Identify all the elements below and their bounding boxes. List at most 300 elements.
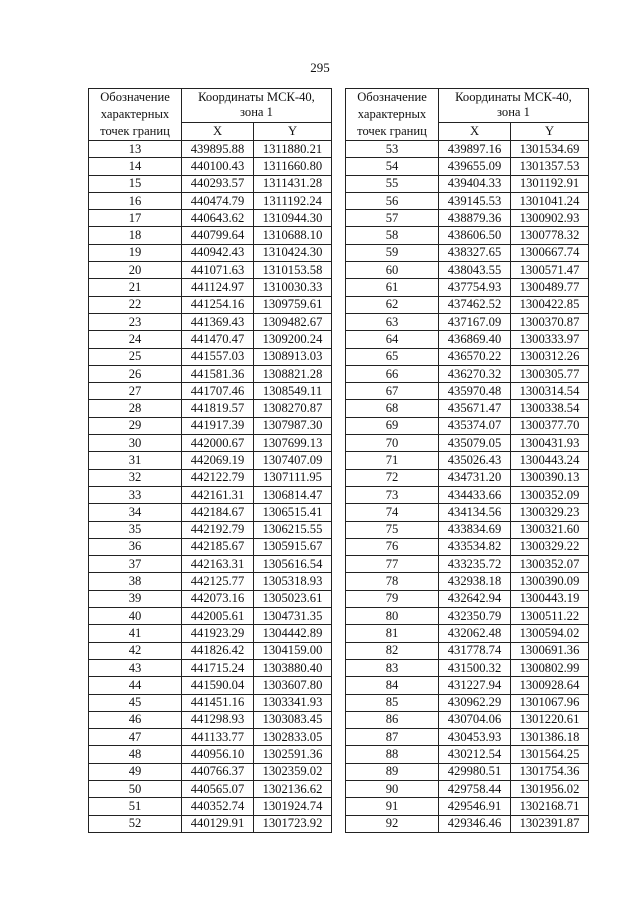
table-row xyxy=(346,331,589,348)
y-coordinate-cell: 1303880.40 xyxy=(254,659,332,676)
x-coordinate-cell: 441917.39 xyxy=(182,417,254,434)
table-row xyxy=(89,763,332,780)
table-row xyxy=(346,435,589,452)
x-coordinate-cell: 441071.63 xyxy=(182,262,254,279)
x-coordinate-cell: 430212.54 xyxy=(439,746,511,763)
x-coordinate-cell: 440643.62 xyxy=(182,210,254,227)
table-row xyxy=(346,486,589,503)
table-row xyxy=(89,798,332,815)
point-id-cell: 61 xyxy=(346,279,439,296)
y-coordinate-cell: 1300431.93 xyxy=(511,435,589,452)
x-coordinate-cell: 440799.64 xyxy=(182,227,254,244)
y-coordinate-cell: 1302591.36 xyxy=(254,746,332,763)
x-coordinate-cell: 441715.24 xyxy=(182,659,254,676)
point-id-cell: 27 xyxy=(89,383,182,400)
point-id-cell: 82 xyxy=(346,642,439,659)
x-coordinate-cell: 441557.03 xyxy=(182,348,254,365)
point-id-cell: 50 xyxy=(89,780,182,797)
table-row xyxy=(89,642,332,659)
y-coordinate-cell: 1300314.54 xyxy=(511,383,589,400)
x-coordinate-cell: 435970.48 xyxy=(439,383,511,400)
point-id-cell: 42 xyxy=(89,642,182,659)
header-x: X xyxy=(439,122,511,140)
x-coordinate-cell: 441254.16 xyxy=(182,296,254,313)
point-id-cell: 43 xyxy=(89,659,182,676)
y-coordinate-cell: 1300443.19 xyxy=(511,590,589,607)
header-point-designation xyxy=(346,89,439,141)
y-coordinate-cell: 1308549.11 xyxy=(254,383,332,400)
y-coordinate-cell: 1300902.93 xyxy=(511,210,589,227)
y-coordinate-cell: 1307699.13 xyxy=(254,435,332,452)
point-id-cell: 30 xyxy=(89,435,182,452)
x-coordinate-cell: 432938.18 xyxy=(439,573,511,590)
point-id-cell: 14 xyxy=(89,158,182,175)
table-body-left xyxy=(89,141,332,833)
y-coordinate-cell: 1307987.30 xyxy=(254,417,332,434)
y-coordinate-cell: 1302833.05 xyxy=(254,729,332,746)
table-row xyxy=(346,279,589,296)
x-coordinate-cell: 438043.55 xyxy=(439,262,511,279)
table-row xyxy=(89,590,332,607)
x-coordinate-cell: 435374.07 xyxy=(439,417,511,434)
point-id-cell: 65 xyxy=(346,348,439,365)
y-coordinate-cell: 1300778.32 xyxy=(511,227,589,244)
table-row xyxy=(346,141,589,158)
y-coordinate-cell: 1308270.87 xyxy=(254,400,332,417)
y-coordinate-cell: 1310944.30 xyxy=(254,210,332,227)
point-id-cell: 19 xyxy=(89,244,182,261)
table-row xyxy=(346,175,589,192)
x-coordinate-cell: 441451.16 xyxy=(182,694,254,711)
point-id-cell: 89 xyxy=(346,763,439,780)
table-row xyxy=(89,694,332,711)
y-coordinate-cell: 1301723.92 xyxy=(254,815,332,832)
table-row xyxy=(89,469,332,486)
point-id-cell: 35 xyxy=(89,521,182,538)
y-coordinate-cell: 1308821.28 xyxy=(254,365,332,382)
x-coordinate-cell: 442122.79 xyxy=(182,469,254,486)
y-coordinate-cell: 1304159.00 xyxy=(254,642,332,659)
y-coordinate-cell: 1307111.95 xyxy=(254,469,332,486)
coordinates-table-left xyxy=(88,88,332,833)
table-row xyxy=(346,296,589,313)
point-id-cell: 15 xyxy=(89,175,182,192)
x-coordinate-cell: 436869.40 xyxy=(439,331,511,348)
table-row xyxy=(346,469,589,486)
table-row xyxy=(346,556,589,573)
y-coordinate-cell: 1303341.93 xyxy=(254,694,332,711)
point-id-cell: 33 xyxy=(89,486,182,503)
table-body-right xyxy=(346,141,589,833)
point-id-cell: 40 xyxy=(89,608,182,625)
y-coordinate-cell: 1309200.24 xyxy=(254,331,332,348)
point-id-cell: 60 xyxy=(346,262,439,279)
y-coordinate-cell: 1300594.02 xyxy=(511,625,589,642)
y-coordinate-cell: 1300377.70 xyxy=(511,417,589,434)
table-row xyxy=(89,400,332,417)
point-id-cell: 73 xyxy=(346,486,439,503)
point-id-cell: 39 xyxy=(89,590,182,607)
table-row xyxy=(346,590,589,607)
x-coordinate-cell: 442073.16 xyxy=(182,590,254,607)
point-id-cell: 56 xyxy=(346,192,439,209)
point-id-cell: 67 xyxy=(346,383,439,400)
y-coordinate-cell: 1302136.62 xyxy=(254,780,332,797)
x-coordinate-cell: 433534.82 xyxy=(439,538,511,555)
point-id-cell: 72 xyxy=(346,469,439,486)
y-coordinate-cell: 1300489.77 xyxy=(511,279,589,296)
header-point-designation xyxy=(89,89,182,141)
point-id-cell: 87 xyxy=(346,729,439,746)
point-id-cell: 62 xyxy=(346,296,439,313)
table-row xyxy=(89,417,332,434)
table-row xyxy=(89,365,332,382)
table-row xyxy=(346,642,589,659)
y-coordinate-cell: 1305023.61 xyxy=(254,590,332,607)
y-coordinate-cell: 1310688.10 xyxy=(254,227,332,244)
table-row xyxy=(346,313,589,330)
y-coordinate-cell: 1301041.24 xyxy=(511,192,589,209)
x-coordinate-cell: 432062.48 xyxy=(439,625,511,642)
y-coordinate-cell: 1300329.22 xyxy=(511,538,589,555)
table-row xyxy=(346,192,589,209)
x-coordinate-cell: 429346.46 xyxy=(439,815,511,832)
table-row xyxy=(89,521,332,538)
header-coordinates xyxy=(182,89,332,123)
y-coordinate-cell: 1300390.09 xyxy=(511,573,589,590)
table-row xyxy=(346,227,589,244)
y-coordinate-cell: 1304442.89 xyxy=(254,625,332,642)
table-row xyxy=(89,556,332,573)
x-coordinate-cell: 441826.42 xyxy=(182,642,254,659)
x-coordinate-cell: 441707.46 xyxy=(182,383,254,400)
x-coordinate-cell: 439655.09 xyxy=(439,158,511,175)
x-coordinate-cell: 441298.93 xyxy=(182,711,254,728)
x-coordinate-cell: 433834.69 xyxy=(439,521,511,538)
y-coordinate-cell: 1302359.02 xyxy=(254,763,332,780)
x-coordinate-cell: 440293.57 xyxy=(182,175,254,192)
point-id-cell: 59 xyxy=(346,244,439,261)
y-coordinate-cell: 1300691.36 xyxy=(511,642,589,659)
point-id-cell: 78 xyxy=(346,573,439,590)
y-coordinate-cell: 1301924.74 xyxy=(254,798,332,815)
x-coordinate-cell: 438606.50 xyxy=(439,227,511,244)
y-coordinate-cell: 1302168.71 xyxy=(511,798,589,815)
table-row xyxy=(89,244,332,261)
point-id-cell: 22 xyxy=(89,296,182,313)
point-id-cell: 81 xyxy=(346,625,439,642)
x-coordinate-cell: 437754.93 xyxy=(439,279,511,296)
header-coord-line: Координаты МСК-40, xyxy=(198,90,315,105)
table-row xyxy=(346,538,589,555)
header-id-line: Обозначение xyxy=(100,90,170,104)
header-id-line: точек границ xyxy=(100,124,170,138)
point-id-cell: 44 xyxy=(89,677,182,694)
x-coordinate-cell: 442184.67 xyxy=(182,504,254,521)
y-coordinate-cell: 1300571.47 xyxy=(511,262,589,279)
y-coordinate-cell: 1300305.77 xyxy=(511,365,589,382)
y-coordinate-cell: 1300333.97 xyxy=(511,331,589,348)
point-id-cell: 32 xyxy=(89,469,182,486)
y-coordinate-cell: 1300511.22 xyxy=(511,608,589,625)
x-coordinate-cell: 442125.77 xyxy=(182,573,254,590)
x-coordinate-cell: 441581.36 xyxy=(182,365,254,382)
x-coordinate-cell: 429980.51 xyxy=(439,763,511,780)
point-id-cell: 54 xyxy=(346,158,439,175)
x-coordinate-cell: 441133.77 xyxy=(182,729,254,746)
x-coordinate-cell: 438327.65 xyxy=(439,244,511,261)
point-id-cell: 76 xyxy=(346,538,439,555)
header-coord-line: Координаты МСК-40, xyxy=(455,90,572,105)
table-row xyxy=(89,262,332,279)
table-row xyxy=(346,158,589,175)
y-coordinate-cell: 1300928.64 xyxy=(511,677,589,694)
table-row xyxy=(89,175,332,192)
x-coordinate-cell: 442005.61 xyxy=(182,608,254,625)
point-id-cell: 34 xyxy=(89,504,182,521)
table-row xyxy=(346,244,589,261)
point-id-cell: 29 xyxy=(89,417,182,434)
table-row xyxy=(346,625,589,642)
x-coordinate-cell: 432642.94 xyxy=(439,590,511,607)
point-id-cell: 13 xyxy=(89,141,182,158)
x-coordinate-cell: 442163.31 xyxy=(182,556,254,573)
table-row xyxy=(89,659,332,676)
x-coordinate-cell: 440766.37 xyxy=(182,763,254,780)
x-coordinate-cell: 434134.56 xyxy=(439,504,511,521)
point-id-cell: 68 xyxy=(346,400,439,417)
x-coordinate-cell: 439895.88 xyxy=(182,141,254,158)
point-id-cell: 90 xyxy=(346,780,439,797)
point-id-cell: 48 xyxy=(89,746,182,763)
y-coordinate-cell: 1309482.67 xyxy=(254,313,332,330)
table-row xyxy=(346,210,589,227)
y-coordinate-cell: 1302391.87 xyxy=(511,815,589,832)
table-row xyxy=(89,486,332,503)
point-id-cell: 70 xyxy=(346,435,439,452)
point-id-cell: 49 xyxy=(89,763,182,780)
y-coordinate-cell: 1301754.36 xyxy=(511,763,589,780)
table-row xyxy=(89,435,332,452)
y-coordinate-cell: 1310030.33 xyxy=(254,279,332,296)
point-id-cell: 21 xyxy=(89,279,182,296)
table-row xyxy=(346,417,589,434)
x-coordinate-cell: 434433.66 xyxy=(439,486,511,503)
point-id-cell: 77 xyxy=(346,556,439,573)
table-row xyxy=(89,141,332,158)
table-row xyxy=(346,400,589,417)
x-coordinate-cell: 436270.32 xyxy=(439,365,511,382)
table-row xyxy=(346,521,589,538)
x-coordinate-cell: 429546.91 xyxy=(439,798,511,815)
y-coordinate-cell: 1303083.45 xyxy=(254,711,332,728)
y-coordinate-cell: 1311431.28 xyxy=(254,175,332,192)
table-row xyxy=(346,711,589,728)
table-row xyxy=(89,677,332,694)
y-coordinate-cell: 1300329.23 xyxy=(511,504,589,521)
header-y: Y xyxy=(511,122,589,140)
point-id-cell: 63 xyxy=(346,313,439,330)
x-coordinate-cell: 442192.79 xyxy=(182,521,254,538)
point-id-cell: 52 xyxy=(89,815,182,832)
table-row xyxy=(89,210,332,227)
table-row xyxy=(346,798,589,815)
table-row xyxy=(346,608,589,625)
table-row xyxy=(346,763,589,780)
y-coordinate-cell: 1301534.69 xyxy=(511,141,589,158)
y-coordinate-cell: 1309759.61 xyxy=(254,296,332,313)
table-row xyxy=(346,815,589,832)
table-row xyxy=(346,365,589,382)
point-id-cell: 17 xyxy=(89,210,182,227)
header-coord-line: зона 1 xyxy=(497,105,530,120)
table-row xyxy=(89,383,332,400)
point-id-cell: 84 xyxy=(346,677,439,694)
point-id-cell: 86 xyxy=(346,711,439,728)
header-coord-line: зона 1 xyxy=(240,105,273,120)
point-id-cell: 31 xyxy=(89,452,182,469)
y-coordinate-cell: 1305915.67 xyxy=(254,538,332,555)
x-coordinate-cell: 439404.33 xyxy=(439,175,511,192)
table-row xyxy=(89,504,332,521)
x-coordinate-cell: 441470.47 xyxy=(182,331,254,348)
coordinates-table-right xyxy=(345,88,589,833)
y-coordinate-cell: 1305616.54 xyxy=(254,556,332,573)
header-id-line: Обозначение xyxy=(357,90,427,104)
point-id-cell: 28 xyxy=(89,400,182,417)
x-coordinate-cell: 434731.20 xyxy=(439,469,511,486)
point-id-cell: 92 xyxy=(346,815,439,832)
x-coordinate-cell: 440474.79 xyxy=(182,192,254,209)
header-id-line: точек границ xyxy=(357,124,427,138)
point-id-cell: 53 xyxy=(346,141,439,158)
y-coordinate-cell: 1310424.30 xyxy=(254,244,332,261)
point-id-cell: 46 xyxy=(89,711,182,728)
point-id-cell: 69 xyxy=(346,417,439,434)
point-id-cell: 38 xyxy=(89,573,182,590)
point-id-cell: 74 xyxy=(346,504,439,521)
table-row xyxy=(89,227,332,244)
point-id-cell: 16 xyxy=(89,192,182,209)
table-row xyxy=(346,452,589,469)
point-id-cell: 25 xyxy=(89,348,182,365)
x-coordinate-cell: 438879.36 xyxy=(439,210,511,227)
table-row xyxy=(346,573,589,590)
y-coordinate-cell: 1301386.18 xyxy=(511,729,589,746)
x-coordinate-cell: 442161.31 xyxy=(182,486,254,503)
table-row xyxy=(89,158,332,175)
x-coordinate-cell: 440100.43 xyxy=(182,158,254,175)
table-row xyxy=(89,452,332,469)
table-row xyxy=(89,192,332,209)
x-coordinate-cell: 432350.79 xyxy=(439,608,511,625)
x-coordinate-cell: 439897.16 xyxy=(439,141,511,158)
table-row xyxy=(89,348,332,365)
point-id-cell: 71 xyxy=(346,452,439,469)
table-row xyxy=(89,746,332,763)
point-id-cell: 85 xyxy=(346,694,439,711)
y-coordinate-cell: 1300321.60 xyxy=(511,521,589,538)
header-id-line: характерных xyxy=(357,107,427,121)
table-row xyxy=(346,677,589,694)
y-coordinate-cell: 1300352.07 xyxy=(511,556,589,573)
y-coordinate-cell: 1303607.80 xyxy=(254,677,332,694)
y-coordinate-cell: 1310153.58 xyxy=(254,262,332,279)
y-coordinate-cell: 1305318.93 xyxy=(254,573,332,590)
y-coordinate-cell: 1300802.99 xyxy=(511,659,589,676)
y-coordinate-cell: 1306515.41 xyxy=(254,504,332,521)
y-coordinate-cell: 1300390.13 xyxy=(511,469,589,486)
x-coordinate-cell: 440129.91 xyxy=(182,815,254,832)
y-coordinate-cell: 1308913.03 xyxy=(254,348,332,365)
point-id-cell: 80 xyxy=(346,608,439,625)
y-coordinate-cell: 1300338.54 xyxy=(511,400,589,417)
point-id-cell: 24 xyxy=(89,331,182,348)
x-coordinate-cell: 441124.97 xyxy=(182,279,254,296)
y-coordinate-cell: 1301956.02 xyxy=(511,780,589,797)
table-row xyxy=(89,538,332,555)
table-row xyxy=(346,659,589,676)
y-coordinate-cell: 1300352.09 xyxy=(511,486,589,503)
table-row xyxy=(346,262,589,279)
point-id-cell: 18 xyxy=(89,227,182,244)
point-id-cell: 66 xyxy=(346,365,439,382)
table-row xyxy=(89,608,332,625)
x-coordinate-cell: 431227.94 xyxy=(439,677,511,694)
point-id-cell: 20 xyxy=(89,262,182,279)
table-row xyxy=(89,296,332,313)
table-row xyxy=(89,711,332,728)
header-coordinates xyxy=(439,89,589,123)
table-row xyxy=(89,279,332,296)
table-row xyxy=(89,331,332,348)
x-coordinate-cell: 441819.57 xyxy=(182,400,254,417)
table-row xyxy=(89,573,332,590)
x-coordinate-cell: 437462.52 xyxy=(439,296,511,313)
table-row xyxy=(346,504,589,521)
x-coordinate-cell: 441590.04 xyxy=(182,677,254,694)
y-coordinate-cell: 1306215.55 xyxy=(254,521,332,538)
point-id-cell: 41 xyxy=(89,625,182,642)
x-coordinate-cell: 440565.07 xyxy=(182,780,254,797)
y-coordinate-cell: 1300370.87 xyxy=(511,313,589,330)
table-row xyxy=(346,383,589,400)
page-number: 295 xyxy=(310,60,330,75)
y-coordinate-cell: 1311660.80 xyxy=(254,158,332,175)
x-coordinate-cell: 440942.43 xyxy=(182,244,254,261)
table-row xyxy=(346,348,589,365)
x-coordinate-cell: 430453.93 xyxy=(439,729,511,746)
header-x: X xyxy=(182,122,254,140)
y-coordinate-cell: 1300443.24 xyxy=(511,452,589,469)
header-id-line: характерных xyxy=(100,107,170,121)
point-id-cell: 23 xyxy=(89,313,182,330)
table-row xyxy=(89,729,332,746)
table-row xyxy=(89,313,332,330)
point-id-cell: 57 xyxy=(346,210,439,227)
y-coordinate-cell: 1304731.35 xyxy=(254,608,332,625)
x-coordinate-cell: 442000.67 xyxy=(182,435,254,452)
x-coordinate-cell: 429758.44 xyxy=(439,780,511,797)
point-id-cell: 75 xyxy=(346,521,439,538)
point-id-cell: 83 xyxy=(346,659,439,676)
y-coordinate-cell: 1311192.24 xyxy=(254,192,332,209)
x-coordinate-cell: 435026.43 xyxy=(439,452,511,469)
table-row xyxy=(346,746,589,763)
x-coordinate-cell: 430704.06 xyxy=(439,711,511,728)
x-coordinate-cell: 440352.74 xyxy=(182,798,254,815)
point-id-cell: 47 xyxy=(89,729,182,746)
